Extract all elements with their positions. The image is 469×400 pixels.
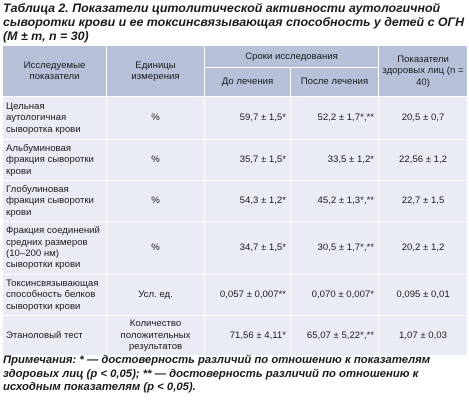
row-name: Токсинсвязывающая способность белков сыворотки крови bbox=[3, 275, 107, 316]
row-name: Цельная аутологичная сыворотка крови bbox=[3, 97, 107, 140]
row-healthy: 22,7 ± 1,5 bbox=[379, 181, 468, 222]
header-units: Единицы измерения bbox=[107, 46, 205, 97]
header-period: Сроки исследования bbox=[205, 46, 379, 68]
row-healthy: 22,56 ± 1,2 bbox=[379, 140, 468, 181]
table-row bbox=[3, 140, 468, 181]
row-healthy: 20,2 ± 1,2 bbox=[379, 222, 468, 275]
header-indicator: Исследуемые показатели bbox=[3, 46, 107, 97]
row-after: 30,5 ± 1,7*,** bbox=[291, 222, 379, 275]
row-unit: % bbox=[107, 181, 205, 222]
row-before: 54,3 ± 1,2* bbox=[205, 181, 291, 222]
table-row bbox=[3, 316, 468, 356]
table-caption: Таблица 2. Показатели цитолитической активности аутологичной сыворотки крови и ее токсинсвязывающая способность у детей с ОГН (M ± m, n = 30) bbox=[3, 1, 465, 43]
row-after: 65,07 ± 5,22*,** bbox=[291, 316, 379, 356]
row-name: Альбуминовая фракция сыворотки крови bbox=[3, 140, 107, 181]
row-before: 71,56 ± 4,11* bbox=[205, 316, 291, 356]
row-before: 34,7 ± 1,5* bbox=[205, 222, 291, 275]
row-before: 59,7 ± 1,5* bbox=[205, 97, 291, 140]
data-table bbox=[2, 45, 468, 356]
row-unit: % bbox=[107, 97, 205, 140]
row-name: Фракция соединений средних размеров (10–200 нм) сыворотки крови bbox=[3, 222, 107, 275]
row-unit: % bbox=[107, 140, 205, 181]
row-healthy: 1,07 ± 0,03 bbox=[379, 316, 468, 356]
table-row bbox=[3, 97, 468, 140]
row-unit: Количество положительных результатов bbox=[107, 316, 205, 356]
row-after: 45,2 ± 1,3*,** bbox=[291, 181, 379, 222]
table-row bbox=[3, 181, 468, 222]
row-healthy: 0,095 ± 0,01 bbox=[379, 275, 468, 316]
row-name: Глобулиновая фракция сыворотки крови bbox=[3, 181, 107, 222]
row-after: 0,070 ± 0,007* bbox=[291, 275, 379, 316]
header-before: До лечения bbox=[205, 68, 291, 97]
table-row bbox=[3, 222, 468, 275]
row-name: Этаноловый тест bbox=[3, 316, 107, 356]
row-before: 35,7 ± 1,5* bbox=[205, 140, 291, 181]
row-unit: % bbox=[107, 222, 205, 275]
header-healthy: Показатели здоровых лиц (n = 40) bbox=[379, 46, 468, 97]
table-row bbox=[3, 275, 468, 316]
row-healthy: 20,5 ± 0,7 bbox=[379, 97, 468, 140]
row-unit: Усл. ед. bbox=[107, 275, 205, 316]
header-after: После лечения bbox=[291, 68, 379, 97]
row-after: 52,2 ± 1,7*,** bbox=[291, 97, 379, 140]
row-after: 33,5 ± 1,2* bbox=[291, 140, 379, 181]
table-notes: Примечания: * — достоверность различий по отношению к показателям здоровых лиц (p < 0,05); ** — достоверность различий по отношению к исходным показателям (p < 0,05). bbox=[3, 354, 431, 393]
row-before: 0,057 ± 0,007** bbox=[205, 275, 291, 316]
